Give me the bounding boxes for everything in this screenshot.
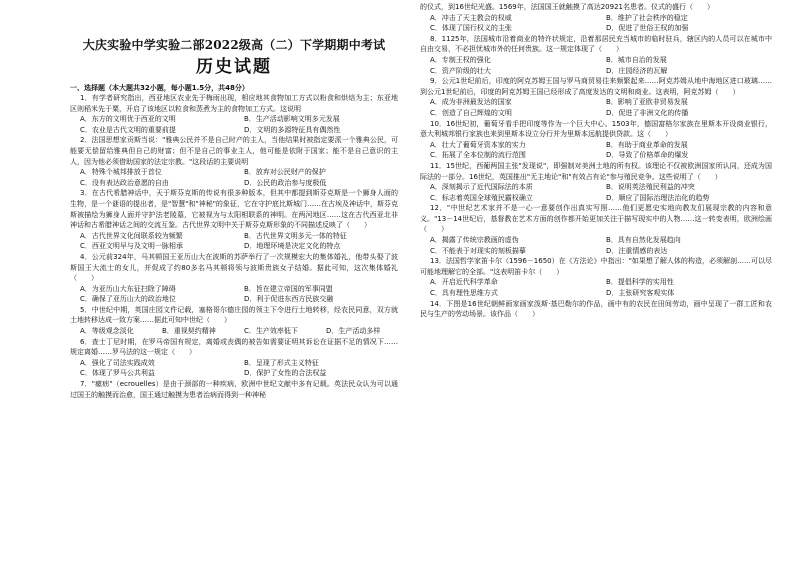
option: A．为亚历山大东征扫除了障碍 [80,284,176,293]
question-3-options [70,231,398,252]
option: C．不能表于对现实的刻板描摹 [430,246,526,255]
option: C．生产效率低下 [244,327,298,336]
question-5: 5．中世纪中期，英国庄园文件记载，塞格哥尔德庄园的领主下令进行土地转移，经农民同意，双方就土地转移达成一致方案……据此可知中世纪（ ） [70,305,398,325]
option: C．西亚文明早与及文明一脉相承 [80,242,183,251]
option: B．影响了亚欧非贸易发展 [606,98,688,107]
question-13: 13．法国哲学家笛卡尔（1596－1650）在《方法论》中指出："如果想了解人体的构造，必须解剖……可以尽可能地理解它的全部。"这表明笛卡尔（ ） [420,257,772,276]
question-3: 3．在古代希腊神话中，天于斯芬克斯的传说有很多种版本，但其中都提到斯芬克斯是一个狮身人面的生物，是一个谜语的提出者，是"智慧"和"神秘"的象征，它在守护底比斯城门……在古埃及神话中，斯芬克斯被描绘为狮身人面并守护法老陵墓，它被视为与太阳相联系的神明。在两河地区……这在古代西亚北非神话和古希腊神话之间的交流互鉴。古代世界文明中关于斯芬克斯形象的不同描述反映了（ ） [70,189,398,230]
option: D．促进了非洲文化的传播 [606,108,689,117]
option: A．专制王权的强化 [430,55,491,64]
question-10-options [420,140,772,161]
option: A．强化了司法实践成效 [80,358,155,367]
option: D．保护了女性的合法权益 [244,369,327,378]
section-heading: 一、选择题（本大题共32小题，每小题1.5分，共48分） [70,84,249,92]
option: B．说明英法殖民利益的冲突 [606,183,695,192]
option: B．提倡科学的实用性 [606,278,674,287]
option: B．呈现了形式主义特征 [244,358,319,367]
question-6: 6．查士丁尼时期，在罗马帝国有规定，离婚或丧偶的被告如需要证明其诉讼在证据不足的情况下……规定离婚……罗马法的这一规定（ ） [70,337,398,357]
option: B．具有自然化发展趋向 [606,236,681,245]
option: B．有助于商业革命的发展 [606,140,688,149]
question-11-options [420,182,772,203]
left-column [70,12,398,572]
option: C．农业是古代文明的重要前提 [80,125,176,134]
option: A．成为非洲最发达的国家 [430,98,512,107]
question-7: 7．"瘰疬"（ecrouelles）是由于颈部的一种疾病，欧洲中世纪文献中多有记载。英法民众认为可以通过国王的触摸而治愈，国王通过触摸为患者治病而得到一种神秘 [70,380,398,399]
option: C．体现了国行权义的主张 [430,24,512,33]
option: C．具有理性思维方式 [430,289,498,298]
question-2: 2．法国思想家贡斯当说："雅典公民并不是自己时产的主人，当他结果时被指定要派一个雅典公民，可能要无偿留给雅典但自己的财富；但不是自己的事业主人，他可能是依附于国家；能不是自己意识的主人，因为他必须借助国家的法定宗教。"这段话的主要说明 [70,136,398,166]
option: D．利于促进东西方民族交融 [244,295,334,304]
question-13-options [420,277,772,298]
option: B．放弃对公民财产的保护 [244,168,326,177]
right-column [420,2,772,562]
option: C．标志着英国全球殖民霸权确立 [430,193,533,202]
option: B．城市自治的发展 [606,55,667,64]
option: B．维护了社会秩序的稳定 [606,13,688,22]
question-1: 1．有学者研究指出，西亚地区农业先于梅雨出现，相应地其食物加工方式以粉食和烘焙为主；东亚地区则稻米先于粟，开启了该地区以粒食和蒸煮为主的食物加工方式。这说明 [70,94,398,113]
option: D．顺应了国际治理法治化的趋势 [606,193,710,202]
option: C．创造了自己辉煌的文明 [430,108,512,117]
option: C．拓展了全本位制的流行范围 [430,151,526,160]
exam-subtitle: 历史试题 [196,57,272,77]
question-12: 12．"中世纪艺术家并不是一心一意要创作出真实写照……他们更愿史实地向教友们展现宗教的内容和意义。"13－14世纪后，基督教在艺术方面的创作都开始更加关注于描写现实中的人物……这一转变表明，欧洲绘画（ ） [420,204,772,234]
option: A．特殊个城邦排放于首位 [80,168,162,177]
question-8-options [420,55,772,76]
option: A．揭露了传统宗教画的虚伪 [430,236,519,245]
question-1-options [70,114,398,135]
question-9-options [420,97,772,118]
option: C．资产阶级的壮大 [430,66,491,75]
question-10: 10．16世纪初，葡萄牙看手把印度等作为一个巨大中心。1503年，德国富格尔家族在里斯本开设商业银行，意大利城邦银行家族也来到里斯本设立分行并为里斯本远航提供贷款。这（ ） [420,119,772,139]
option: B．旨在建立帝国的军事同盟 [244,284,333,293]
option: A．冲击了天主教会的权威 [430,13,512,22]
option: A．壮大了葡萄牙资本家的实力 [430,140,526,149]
option: D．庄园经济的瓦解 [606,66,668,75]
option: D．主张研究客观实体 [606,289,675,298]
option: D．注重情感的表达 [606,246,668,255]
option: B．重视契约精神 [162,327,216,336]
option: C．确保了亚历山大的政治地位 [80,295,176,304]
question-11: 11．15世纪，西葡两国主张"发现说"，即强制对美洲土地的所有权。该理论不仅被欧洲国家所认同，还成为国际法的一部分。16世纪，英国推出"无主地论"和"有效占有论"参与殖民竞争。这些说明了（ ） [420,161,772,181]
option: B．古代世界文明多元一体的特征 [244,231,347,240]
option: D．公民的政治参与度极低 [244,178,327,187]
option: A．东方的文明优于西亚的文明 [80,115,176,124]
question-8: 8．1125年，法国城市沿着商业的特许状规定，沿着那居民充当城市的临时驻兵，辖区内的人员可以在城市中自由交易，不必担忧城市外的任何贵族。这一规定体现了（ ） [420,34,772,54]
option: D．促进了世俗王权的加强 [606,24,689,33]
question-6-options [70,358,398,379]
option: D．生产活动多样 [326,327,381,336]
question-7-continued: 的仪式，到16世纪光盛。1569年，法国国王就触摸了高达20921名患者。仪式的盛行（ ） [420,3,714,11]
question-2-options [70,167,398,188]
option: A．等级观念淡化 [80,327,134,336]
option: C．没有表达政治意愿的自由 [80,178,169,187]
exam-title: 大庆实验中学实验二部2022级高（二）下学期期中考试 [82,38,386,52]
question-14: 14．下图是16世纪朝鲜画家画家泼斯·基巴勒尔的作品，画中有的农民在田间劳动，画中呈现了一群工匠和农民与生产的劳动场景。该作品（ ） [420,299,772,319]
option: C．体现了罗马公共利益 [80,369,155,378]
option: A．古代世界文化间联系较为频繁 [80,231,183,240]
option: D．导致了价格革命的爆发 [606,151,689,160]
option: D．地理环境是决定文化的特点 [244,242,341,251]
question-4-options [70,284,398,305]
question-7-options [420,13,772,34]
question-12-options [420,235,772,256]
question-5-options [70,326,398,337]
option: D．文明的多源特征具有偶然性 [244,125,341,134]
option: B．生产活动影响文明多元发展 [244,115,340,124]
question-4: 4．公元前324年，马其顿国王亚历山大在波斯的苏萨举行了一次规模宏大的集体婚礼，他带头娶了波斯国王大流士的女儿，并促成了约80多名马其顿将领与波斯贵族女子结婚。据此可知，这次集体婚礼（ ） [70,252,398,283]
option: A．深刻揭示了近代国际法的本质 [430,183,533,192]
question-9: 9．公元1世纪前后，印度的阿克苏姆王国与罗马商贸易往来频繁起来……阿克苏姆从地中海地区进口玻璃……到公元1世纪前后，印度的阿克苏姆王国已经形成了高度发达的文明和商业。这表明，阿克苏姆（ ） [420,77,772,96]
option: A．开启近代科学革命 [430,278,498,287]
